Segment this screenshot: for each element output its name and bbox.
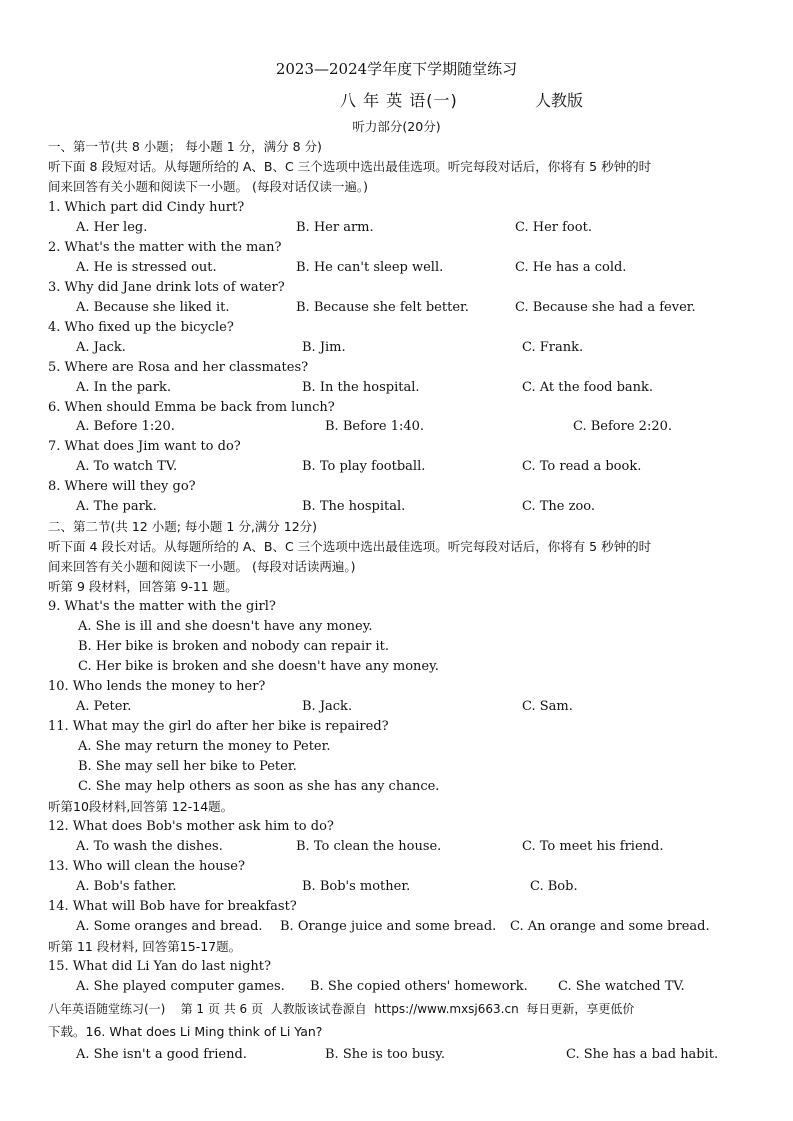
q15-option-c: C. She watched TV. — [558, 979, 685, 994]
q5-option-c: C. At the food bank. — [522, 380, 654, 395]
exam-title: 2023—2024学年度下学期随堂练习 — [275, 60, 518, 78]
question-6: 6. When should Emma be back from lunch? — [48, 400, 335, 415]
question-11: 11. What may the girl do after her bike is repaired? — [48, 719, 389, 734]
q14-option-a: A. Some oranges and bread. — [76, 919, 263, 934]
material-10-note: 听第10段材料,回答第 12-14题。 — [48, 799, 234, 814]
q12-option-a: A. To wash the dishes. — [76, 839, 223, 854]
q15-option-a: A. She played computer games. — [76, 979, 285, 994]
q4-option-b: B. Jim. — [302, 340, 346, 355]
q10-option-b: B. Jack. — [302, 699, 353, 714]
question-15: 15. What did Li Yan do last night? — [48, 959, 271, 974]
question-13: 13. Who will clean the house? — [48, 859, 245, 874]
q13-option-b: B. Bob's mother. — [302, 879, 411, 894]
part1-heading: 一、第一节(共 8 小题； 每小题 1 分，满分 8 分) — [48, 139, 322, 154]
q2-option-a: A. He is stressed out. — [76, 260, 217, 275]
question-4: 4. Who fixed up the bicycle? — [48, 320, 234, 335]
material-9-note: 听第 9 段材料，回答第 9-11 题。 — [48, 579, 238, 594]
material-11-note: 听第 11 段材料, 回答第15-17题。 — [48, 939, 242, 954]
question-12: 12. What does Bob's mother ask him to do? — [48, 819, 334, 834]
question-16-with-footer: 下载。16. What does Li Ming think of Li Yan? — [48, 1024, 323, 1039]
q5-option-a: A. In the park. — [76, 380, 172, 395]
question-7: 7. What does Jim want to do? — [48, 439, 241, 454]
q8-option-a: A. The park. — [76, 499, 157, 514]
exam-edition: 人教版 — [535, 91, 584, 110]
page-footer: 八年英语随堂练习(一) 第 1 页 共 6 页 人教版该试卷源自 https://www.mxsj663.cn 每日更新，享更低价 — [48, 1002, 635, 1016]
part2-instruction-line2: 间来回答有关小题和阅读下一小题。 (每段对话读两遍。) — [48, 559, 356, 574]
question-3: 3. Why did Jane drink lots of water? — [48, 280, 285, 295]
q10-option-a: A. Peter. — [76, 699, 132, 714]
question-8: 8. Where will they go? — [48, 479, 196, 494]
q3-option-b: B. Because she felt better. — [296, 300, 469, 315]
q7-option-a: A. To watch TV. — [76, 459, 178, 474]
q3-option-c: C. Because she had a fever. — [515, 300, 696, 315]
q12-option-c: C. To meet his friend. — [522, 839, 664, 854]
q7-option-c: C. To read a book. — [522, 459, 642, 474]
question-9: 9. What's the matter with the girl? — [48, 599, 276, 614]
q13-option-a: A. Bob's father. — [76, 879, 177, 894]
q7-option-b: B. To play football. — [302, 459, 426, 474]
question-1: 1. Which part did Cindy hurt? — [48, 200, 245, 215]
question-10: 10. Who lends the money to her? — [48, 679, 266, 694]
q14-option-b: B. Orange juice and some bread. — [280, 919, 497, 934]
q14-option-c: C. An orange and some bread. — [510, 919, 710, 934]
q5-option-b: B. In the hospital. — [302, 380, 420, 395]
question-14: 14. What will Bob have for breakfast? — [48, 899, 297, 914]
q16-option-b: B. She is too busy. — [325, 1047, 446, 1062]
q2-option-b: B. He can't sleep well. — [296, 260, 444, 275]
q12-option-b: B. To clean the house. — [296, 839, 442, 854]
listening-section-title: 听力部分(20分) — [352, 119, 441, 134]
q1-option-b: B. Her arm. — [296, 220, 374, 235]
q8-option-b: B. The hospital. — [302, 499, 406, 514]
q16-option-a: A. She isn't a good friend. — [76, 1047, 247, 1062]
q2-option-c: C. He has a cold. — [515, 260, 627, 275]
q6-option-a: A. Before 1:20. — [76, 419, 175, 434]
q11-option-c: C. She may help others as soon as she has any chance. — [78, 779, 440, 794]
q9-option-a: A. She is ill and she doesn't have any money. — [78, 619, 373, 634]
part2-instruction-line1: 听下面 4 段长对话。从每题所给的 A、B、C 三个选项中选出最佳选项。听完每段对话后，你将有 5 秒钟的时 — [48, 539, 652, 554]
q1-option-c: C. Her foot. — [515, 220, 592, 235]
q6-option-b: B. Before 1:40. — [325, 419, 425, 434]
q3-option-a: A. Because she liked it. — [76, 300, 230, 315]
q6-option-c: C. Before 2:20. — [573, 419, 672, 434]
q1-option-a: A. Her leg. — [76, 220, 148, 235]
part1-instruction-line1: 听下面 8 段短对话。从每题所给的 A、B、C 三个选项中选出最佳选项。听完每段对话后，你将有 5 秒钟的时 — [48, 159, 652, 174]
part1-instruction-line2: 间来回答有关小题和阅读下一小题。 (每段对话仅读一遍。) — [48, 179, 368, 194]
question-2: 2. What's the matter with the man? — [48, 240, 282, 255]
q4-option-a: A. Jack. — [76, 340, 126, 355]
q11-option-a: A. She may return the money to Peter. — [78, 739, 331, 754]
q13-option-c: C. Bob. — [530, 879, 578, 894]
question-5: 5. Where are Rosa and her classmates? — [48, 360, 309, 375]
q9-option-c: C. Her bike is broken and she doesn't have any money. — [78, 659, 439, 674]
q8-option-c: C. The zoo. — [522, 499, 596, 514]
exam-subject: 八 年 英 语(一) — [340, 91, 458, 110]
part2-heading: 二、第二节(共 12 小题; 每小题 1 分,满分 12分) — [48, 519, 318, 534]
q9-option-b: B. Her bike is broken and nobody can repair it. — [78, 639, 390, 654]
q15-option-b: B. She copied others' homework. — [310, 979, 528, 994]
q11-option-b: B. She may sell her bike to Peter. — [78, 759, 297, 774]
q4-option-c: C. Frank. — [522, 340, 584, 355]
q16-option-c: C. She has a bad habit. — [566, 1047, 719, 1062]
q10-option-c: C. Sam. — [522, 699, 573, 714]
